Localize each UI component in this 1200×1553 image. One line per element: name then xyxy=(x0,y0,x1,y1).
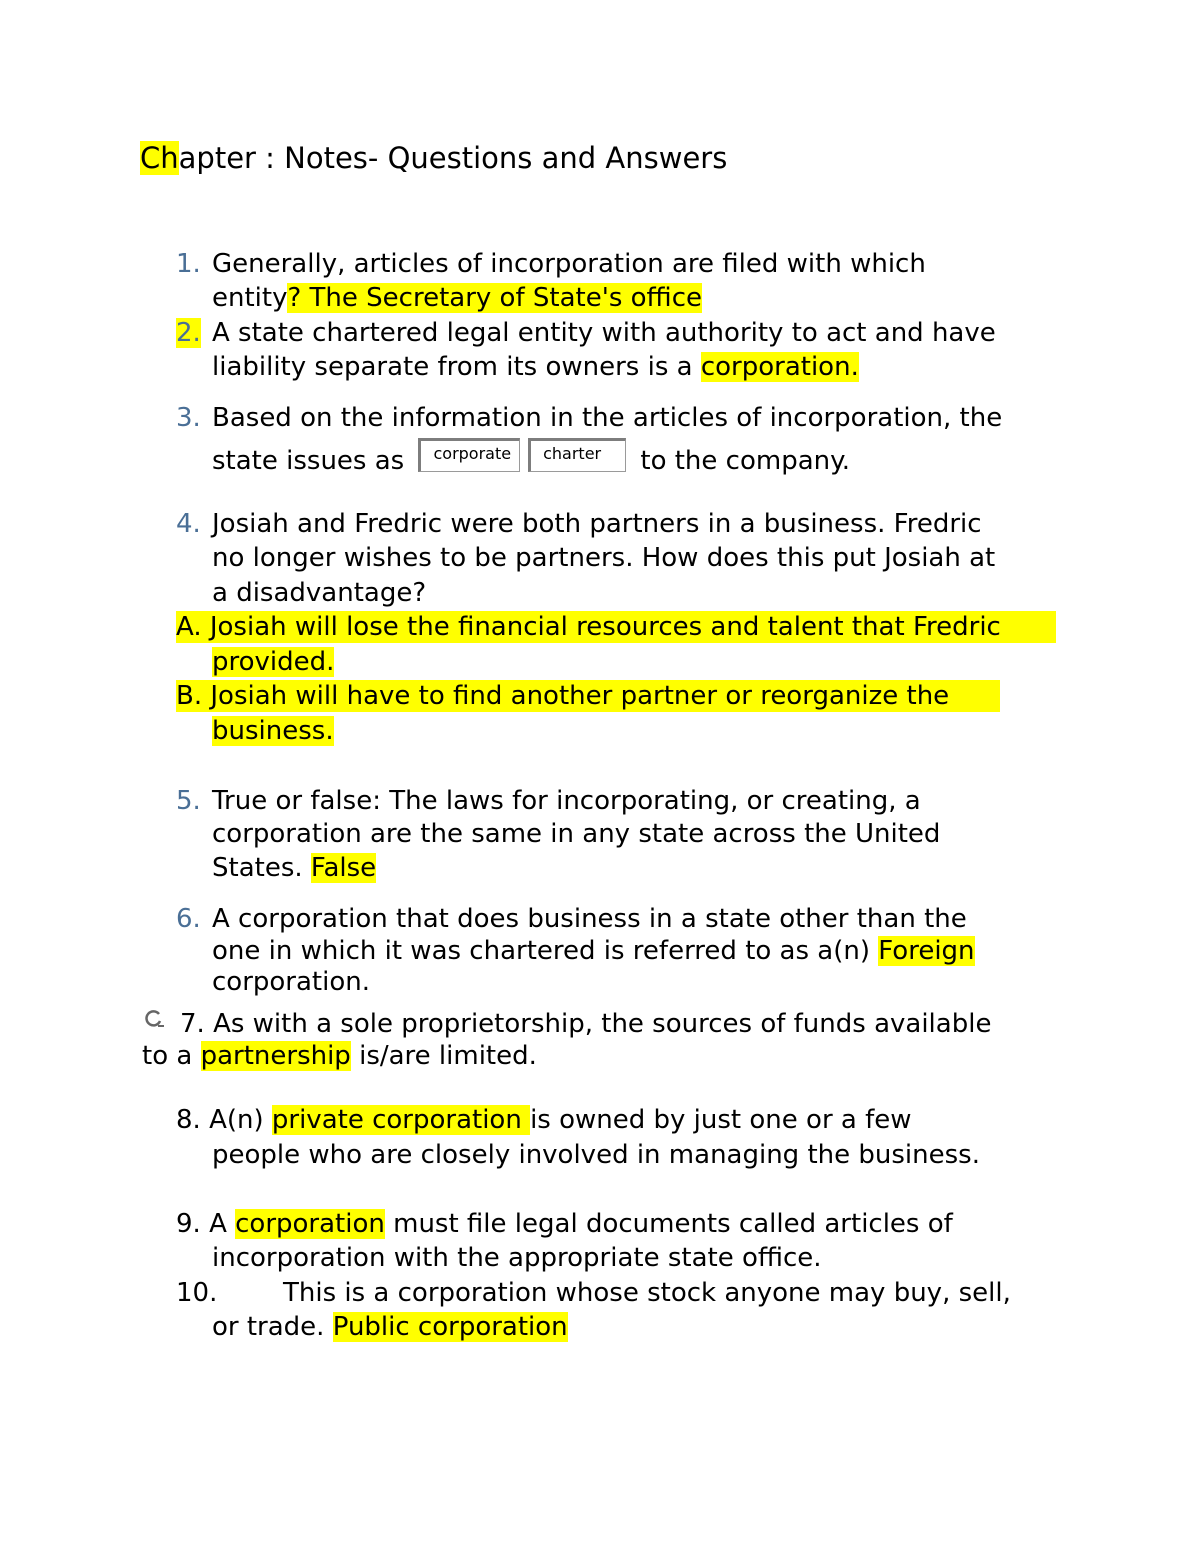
q1-number: 1. xyxy=(176,249,201,279)
q6-number: 6. xyxy=(176,904,201,934)
q4-line3: a disadvantage? xyxy=(212,578,427,608)
q2-line1: A state chartered legal entity with authority to act and have xyxy=(212,318,996,348)
q6-line3: corporation. xyxy=(212,967,370,997)
title-highlight: Ch xyxy=(140,141,179,175)
q4-line2: no longer wishes to be partners. How does this put Josiah at xyxy=(212,543,996,573)
q8-line2: people who are closely involved in managing the business. xyxy=(212,1140,980,1170)
q3-number: 3. xyxy=(176,403,201,433)
q4-answer-b-cont: business. xyxy=(212,716,334,746)
q4-answer-b: B. Josiah will have to find another partner or reorganize the xyxy=(176,680,1000,712)
q6-line1: A corporation that does business in a state other than the xyxy=(212,904,967,934)
q1-line2: entity? The Secretary of State's office xyxy=(212,283,702,313)
q7-line1: 7. As with a sole proprietorship, the sources of funds available xyxy=(180,1009,992,1039)
q5-answer: False xyxy=(310,853,377,883)
q5-line1: True or false: The laws for incorporating, or creating, a xyxy=(212,786,921,816)
q2-line2: liability separate from its owners is a corporation. xyxy=(212,352,859,382)
q10-line1: This is a corporation whose stock anyone may buy, sell, xyxy=(283,1278,1011,1308)
q7-line2: to a partnership is/are limited. xyxy=(142,1041,537,1071)
q7-answer: partnership xyxy=(200,1041,351,1071)
q5-line2: corporation are the same in any state across the United xyxy=(212,819,941,849)
q3-line1: Based on the information in the articles of incorporation, the xyxy=(212,403,1003,433)
q6-line2: one in which it was chartered is referred to as a(n) Foreign xyxy=(212,936,975,966)
q9-answer: corporation xyxy=(235,1209,385,1239)
page-title xyxy=(140,142,727,174)
charter-field[interactable]: charter xyxy=(528,438,626,472)
q10-answer: Public corporation xyxy=(332,1312,568,1342)
q4-answer-a: A. Josiah will lose the financial resources and talent that Fredric xyxy=(176,611,1056,643)
q3-line2: state issues as corporate charter to the company. xyxy=(212,445,850,482)
q6-answer: Foreign xyxy=(878,936,975,966)
q2-number: 2. xyxy=(176,318,201,348)
title-text: apter : Notes- Questions and Answers xyxy=(178,141,728,175)
q5-number: 5. xyxy=(176,786,201,816)
q1-line1: Generally, articles of incorporation are filed with which xyxy=(212,249,926,279)
corporate-field[interactable]: corporate xyxy=(418,438,520,472)
q8-answer: private corporation xyxy=(271,1105,531,1135)
q4-answer-a-cont: provided. xyxy=(212,647,335,677)
q1-answer: ? The Secretary of State's office xyxy=(287,283,702,313)
q9-line1: 9. A corporation must file legal documents called articles of xyxy=(176,1209,953,1239)
q10-line2: or trade. Public corporation xyxy=(212,1312,568,1342)
q8-line1: 8. A(n) private corporation is owned by just one or a few xyxy=(176,1105,912,1135)
q2-answer: corporation. xyxy=(700,352,859,382)
q5-line3: States. False xyxy=(212,853,377,883)
q9-line2: incorporation with the appropriate state office. xyxy=(212,1243,822,1273)
q4-number: 4. xyxy=(176,509,201,539)
loading-cursor-icon xyxy=(143,1008,165,1030)
q10-number: 10. xyxy=(176,1278,218,1308)
q4-line1: Josiah and Fredric were both partners in a business. Fredric xyxy=(212,509,982,539)
